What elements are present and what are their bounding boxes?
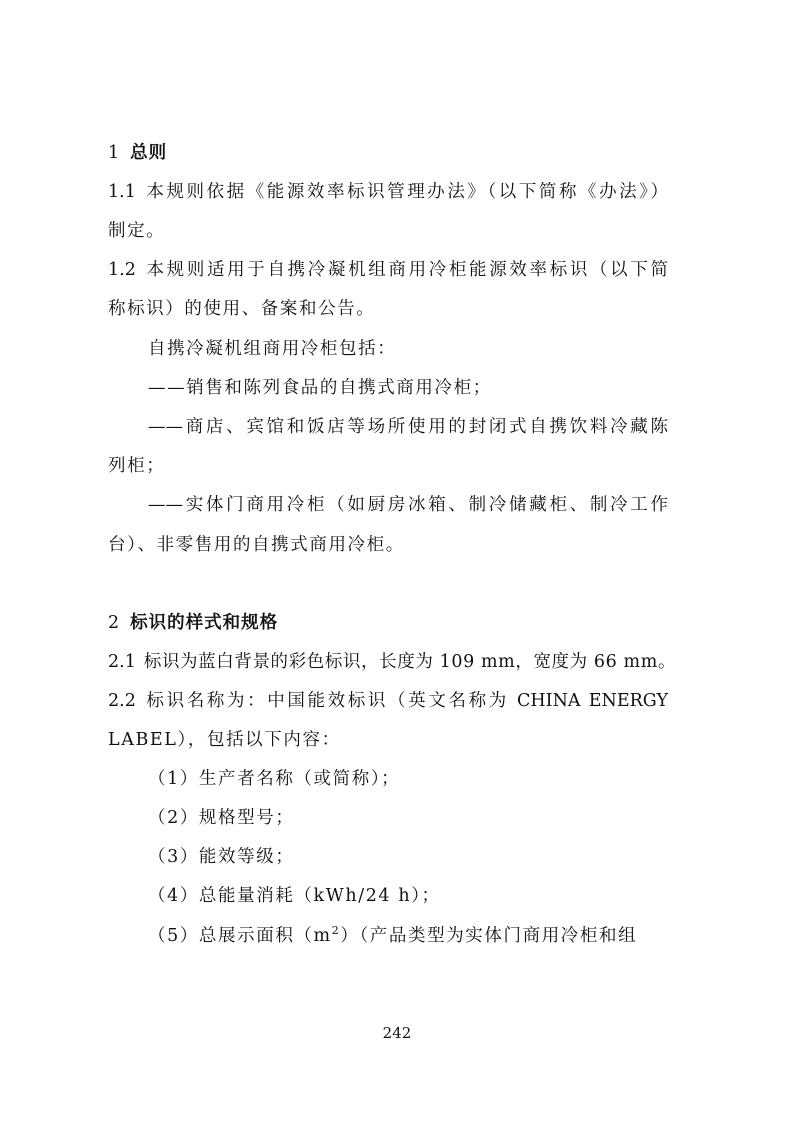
scope-item-2-line-1: ——商店、宾馆和饭店等场所使用的封闭式自携饮料冷藏陈 (148, 417, 668, 437)
paragraph-1-2-line-2: 称标识）的使用、备案和公告。 (108, 299, 376, 319)
paragraph-1-1-number: 1.1 (108, 182, 136, 202)
paragraph-2-1 (108, 649, 677, 675)
label-content-item-5 (148, 923, 668, 949)
scope-item-2-line-2: 列柜； (108, 456, 166, 476)
section-2-number: 2 (108, 613, 121, 633)
label-content-item-1: （1）生产者名称（或简称）； (148, 769, 401, 789)
paragraph-1-2-line-1 (108, 257, 668, 283)
label-content-item-5-superscript: 2 (331, 924, 341, 938)
scope-item-3-line-2: 台）、非零售用的自携式商用冷柜。 (108, 535, 405, 555)
section-1-heading (108, 140, 668, 166)
scope-item-1: ——销售和陈列食品的自携式商用冷柜； (148, 378, 492, 398)
paragraph-1-1-text: 本规则依据《能源效率标识管理办法》（以下简称《办法》） (143, 182, 668, 202)
page-number: 242 (382, 1024, 412, 1042)
paragraph-2-1-number: 2.1 (108, 652, 136, 672)
section-1-number: 1 (108, 143, 121, 163)
scope-intro: 自携冷凝机组商用冷柜包括： (148, 339, 397, 359)
section-2-title: 标识的样式和规格 (130, 613, 279, 633)
paragraph-2-2-number: 2.2 (108, 691, 136, 711)
label-content-item-4: （4）总能量消耗（kWh/24 h）； (148, 886, 441, 906)
section-2-heading (108, 610, 668, 636)
scope-item-3-line-1: ——实体门商用冷柜（如厨房冰箱、制冷储藏柜、制冷工作 (148, 495, 668, 515)
section-1-title: 总则 (130, 143, 168, 163)
label-content-item-3: （3）能效等级； (148, 847, 295, 867)
paragraph-2-2-line-2: LABEL），包括以下内容： (108, 730, 341, 750)
label-content-item-5-text-before: （5）总展示面积（m (148, 926, 332, 946)
paragraph-1-2-text: 本规则适用于自携冷凝机组商用冷柜能源效率标识（以下简 (143, 260, 668, 280)
paragraph-2-2-line-1 (108, 688, 668, 714)
paragraph-2-2-text: 标识名称为：中国能效标识（英文名称为 CHINA ENERGY (143, 691, 668, 711)
paragraph-2-1-text: 标识为蓝白背景的彩色标识，长度为 109 mm，宽度为 66 mm。 (143, 652, 677, 672)
paragraph-1-2-number: 1.2 (108, 260, 136, 280)
label-content-item-5-text-after: ）（产品类型为实体门商用冷柜和组 (340, 926, 638, 946)
label-content-item-2: （2）规格型号； (148, 808, 295, 828)
paragraph-1-1-line-1 (108, 179, 668, 205)
paragraph-1-1-line-2: 制定。 (108, 221, 166, 241)
